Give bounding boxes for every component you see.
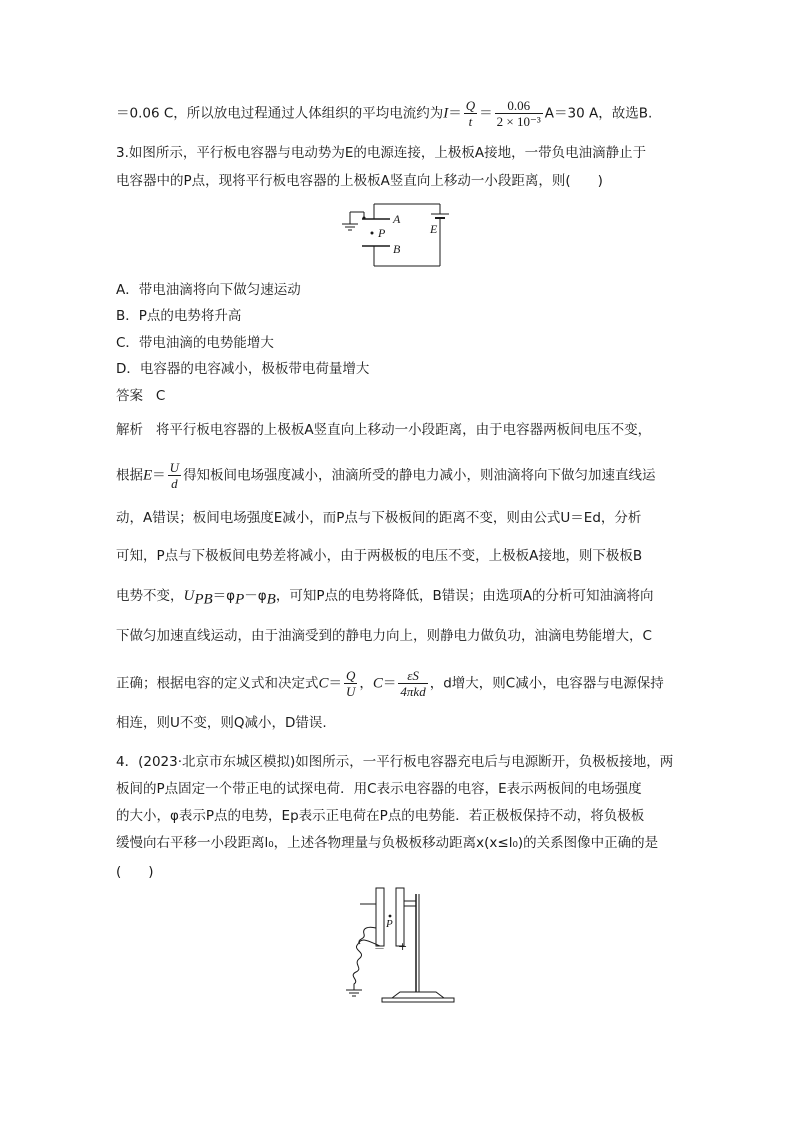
analysis-5-sub2: P [235, 591, 245, 608]
intro-suffix: A＝30 A，故选B. [544, 105, 653, 122]
intro-line [116, 98, 652, 129]
q3-answer [116, 386, 165, 406]
answer-label: 答案 [116, 388, 143, 404]
fraction-denominator: t [468, 114, 473, 129]
fraction-numerator: Q [346, 668, 356, 683]
intro-eq1: ＝ [448, 105, 462, 122]
q3-analysis-line-4: 可知，P点与下极板间电势差将减小，由于两极板的电压不变，上极板A接地，则下极板B [116, 548, 643, 564]
analysis-7-post: ，d增大，则C减小，电容器与电源保持 [429, 675, 664, 692]
intro-eq2: ＝ [479, 105, 493, 122]
fraction-denominator: d [171, 476, 178, 491]
q4-line-3: 的大小，φ表示P点的电势，Ep表示正电荷在P点的电势能．若正极板保持不动，将负极板 [116, 808, 645, 824]
fig-label-P: P [378, 226, 386, 240]
analysis-7-C1: C [318, 675, 329, 692]
fraction-numerator: 0.06 [495, 98, 543, 114]
analysis-7-sep: ， [359, 675, 373, 692]
q3-analysis-line-6: 下做匀加速直线运动，由于油滴受到的静电力向上，则静电力做负功，油滴电势能增大，C [116, 628, 652, 644]
fraction-value [495, 98, 543, 129]
q3-stem-line-2: 电容器中的P点，现将平行板电容器的上极板A竖直向上移动一小段距离，则( ) [116, 173, 603, 189]
analysis-7-pre: 正确；根据电容的定义式和决定式 [116, 675, 319, 692]
fraction-denominator: U [346, 684, 356, 699]
q3-option-b: B．P点的电势将升高 [116, 308, 242, 324]
q4-fig-label-P: P [386, 918, 393, 930]
q4-fig-label-plus: + [398, 940, 408, 953]
analysis-7-C2: C [372, 675, 383, 692]
analysis-2-post: 得知板间电场强度减小，油滴所受的静电力减小，则油滴将向下做匀加速直线运 [183, 467, 656, 484]
q4-line-2: 板间的P点固定一个带正电的试探电荷．用C表示电容器的电容，E表示两板间的电场强度 [116, 781, 642, 797]
q3-option-d: D．电容器的电容减小，极板带电荷量增大 [116, 361, 370, 377]
q4-fig-label-minus: － [374, 942, 385, 955]
fraction-denominator: 2 × 10⁻³ [496, 114, 541, 129]
intro-I: I [443, 105, 449, 122]
analysis-5-mid2: －φ [244, 588, 267, 604]
q4-line-5: ( ) [116, 864, 154, 880]
q3-analysis-line-8: 相连，则U不变，则Q减小，D错误. [116, 715, 327, 731]
q3-analysis-line-1 [116, 420, 651, 440]
q3-stem-line-1: 3.如图所示，平行板电容器与电动势为E的电源连接，上极板A接地，一带负电油滴静止于 [116, 145, 647, 161]
analysis-5-sub: PB [194, 591, 213, 608]
analysis-5-pre: 电势不变， [116, 588, 184, 604]
q4-line-1: 4．(2023·北京市东城区模拟)如图所示，一平行板电容器充电后与电源断开，负极板接地，两 [116, 754, 674, 770]
analysis-7-eq2: ＝ [382, 675, 397, 692]
capacitor-circuit-figure [340, 200, 470, 270]
fraction-denominator: 4πkd [400, 684, 426, 699]
analysis-2-pre: 根据 [116, 467, 143, 484]
q3-option-c: C．带电油滴的电势能增大 [116, 335, 274, 351]
answer-value: C [155, 388, 166, 404]
fraction-epsilon-s [398, 668, 427, 699]
q3-option-a: A．带电油滴将向下做匀速运动 [116, 282, 301, 298]
analysis-text-1: 将平行板电容器的上极板A竖直向上移动一小段距离，由于电容器两板间电压不变， [155, 422, 652, 438]
analysis-5-post: ，可知P点的电势将降低，B错误；由选项A的分析可知油滴将向 [275, 588, 654, 604]
fraction-q-over-t [464, 98, 477, 129]
fraction-q-over-u [344, 668, 357, 699]
analysis-5-mid: ＝φ [212, 588, 236, 604]
fraction-u-over-d [168, 460, 181, 491]
fraction-numerator: U [169, 460, 180, 475]
analysis-7-eq1: ＝ [328, 675, 343, 692]
analysis-5-sub3: B [266, 591, 276, 608]
fig-label-E: E [430, 222, 438, 236]
intro-prefix: ＝0.06 C，所以放电过程通过人体组织的平均电流约为 [116, 105, 444, 122]
q3-analysis-line-2 [116, 460, 656, 491]
fig-label-A: A [393, 212, 401, 226]
q3-analysis-line-5 [116, 586, 653, 610]
analysis-2-eq: ＝ [152, 467, 166, 484]
analysis-5-U: U [183, 588, 195, 604]
fig-label-B: B [393, 242, 401, 256]
q4-line-4: 缓慢向右平移一小段距离l₀，上述各物理量与负极板移动距离x(x≤l₀)的关系图像中正确的是 [116, 835, 659, 851]
fraction-numerator: εS [398, 668, 427, 684]
q3-analysis-line-7 [116, 668, 664, 699]
q3-analysis-line-3: 动，A错误；板间电场强度E减小，而P点与下极板间的距离不变，则由公式U＝Ed，分析 [116, 510, 642, 526]
analysis-label: 解析 [116, 422, 143, 438]
fraction-numerator: Q [465, 98, 476, 113]
analysis-2-E: E [143, 467, 153, 484]
